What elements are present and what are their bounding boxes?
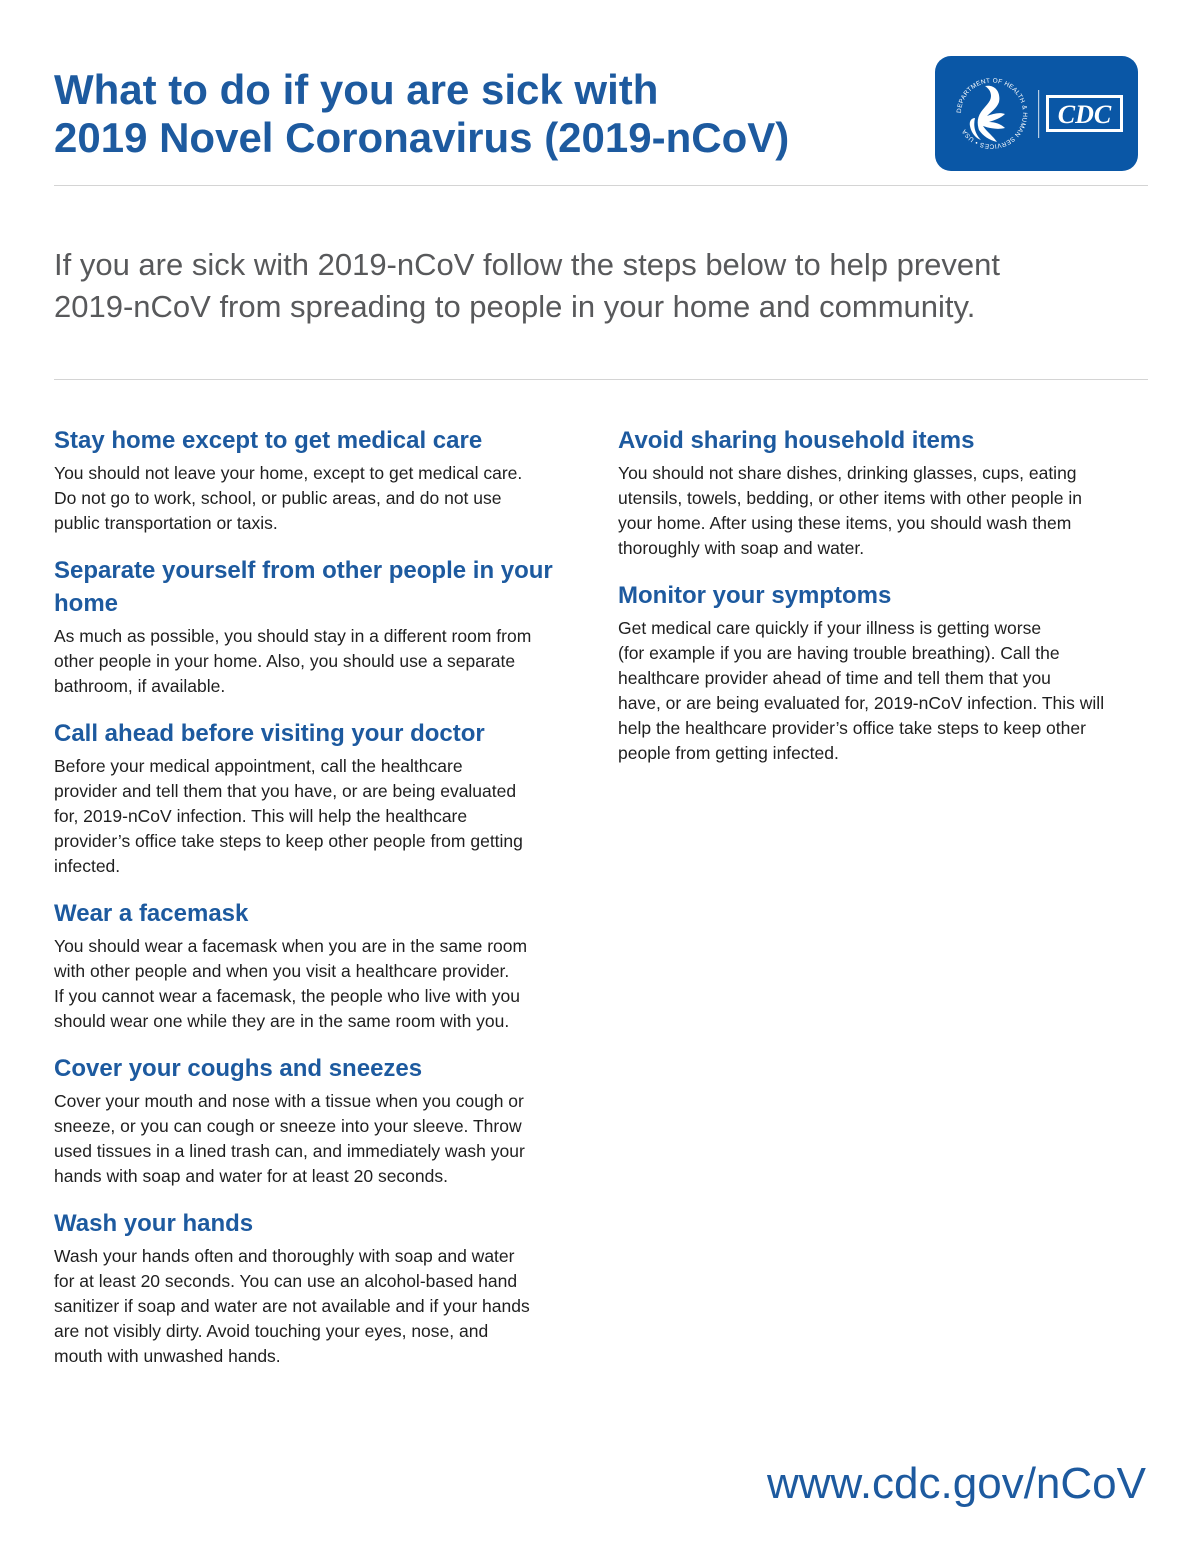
section [54, 424, 582, 536]
section-body-line: mouth with unwashed hands. [54, 1346, 281, 1366]
section-heading [54, 1052, 582, 1085]
section-body [54, 624, 582, 699]
section-heading-line: Avoid sharing household items [618, 427, 975, 454]
right-column [618, 424, 1148, 784]
section-heading [618, 579, 1148, 612]
footer-url[interactable]: www.cdc.gov/nCoV [766, 1459, 1146, 1508]
intro-line-2: 2019-nCoV from spreading to people in your home and community. [54, 289, 976, 324]
section-body [618, 461, 1148, 561]
section-body [54, 1089, 582, 1189]
section-body-line: (for example if you are having trouble breathing). Call the [618, 643, 1060, 663]
cdc-wordmark: CDC [1057, 100, 1112, 129]
section-heading-line: Wear a facemask [54, 900, 249, 927]
section-body-line: with other people and when you visit a healthcare provider. [54, 961, 510, 981]
section-body-line: As much as possible, you should stay in a different room from [54, 626, 532, 646]
section-heading-line: Monitor your symptoms [618, 582, 892, 609]
section-heading [54, 897, 582, 930]
section-heading-line: Cover your coughs and sneezes [54, 1055, 423, 1082]
section [54, 897, 582, 1034]
section-body-line: thoroughly with soap and water. [618, 538, 865, 558]
hhs-eagle-icon [935, 56, 1138, 171]
section-heading-line: Separate yourself from other people in your [54, 557, 553, 584]
section-body-line: for, 2019-nCoV infection. This will help the healthcare [54, 806, 468, 826]
page-title [54, 66, 894, 162]
title-line-1: What to do if you are sick with [54, 66, 659, 113]
section-body-line: other people in your home. Also, you should use a separate [54, 651, 516, 671]
section-body-line: If you cannot wear a facemask, the people who live with you [54, 986, 520, 1006]
section-body-line: provider’s office take steps to keep other people from getting [54, 831, 523, 851]
section-body-line: healthcare provider ahead of time and tell them that you [618, 668, 1051, 688]
section-heading-line: Stay home except to get medical care [54, 427, 483, 454]
section [618, 579, 1148, 766]
section-body [618, 616, 1148, 766]
section-body-line: You should not share dishes, drinking glasses, cups, eating [618, 463, 1077, 483]
section-body-line: Get medical care quickly if your illness is getting worse [618, 618, 1042, 638]
intro-paragraph [54, 244, 1114, 328]
section-heading [54, 554, 582, 620]
cdc-hhs-logo [935, 56, 1138, 171]
section-body-line: hands with soap and water for at least 20 seconds. [54, 1166, 448, 1186]
section-heading [54, 1207, 582, 1240]
section-body-line: Cover your mouth and nose with a tissue when you cough or [54, 1091, 524, 1111]
section-body-line: You should wear a facemask when you are in the same room [54, 936, 528, 956]
section-body [54, 461, 582, 536]
intro-line-1: If you are sick with 2019-nCoV follow the steps below to help prevent [54, 247, 1001, 282]
section-body-line: people from getting infected. [618, 743, 839, 763]
section-body-line: public transportation or taxis. [54, 513, 278, 533]
section-body [54, 1244, 582, 1369]
section [618, 424, 1148, 561]
section-body-line: are not visibly dirty. Avoid touching your eyes, nose, and [54, 1321, 489, 1341]
section-body-line: You should not leave your home, except to get medical care. [54, 463, 523, 483]
section-body-line: your home. After using these items, you should wash them [618, 513, 1072, 533]
section-body-line: sneeze, or you can cough or sneeze into your sleeve. Throw [54, 1116, 522, 1136]
section-body-line: provider and tell them that you have, or are being evaluated [54, 781, 517, 801]
section [54, 554, 582, 699]
intro-divider [54, 379, 1148, 380]
section-body-line: have, or are being evaluated for, 2019-nCoV infection. This will [618, 693, 1105, 713]
section [54, 717, 582, 879]
section-heading [618, 424, 1148, 457]
section [54, 1052, 582, 1189]
section-heading [54, 717, 582, 750]
section-body-line: utensils, towels, bedding, or other items with other people in [618, 488, 1083, 508]
section-heading-line: home [54, 590, 119, 617]
section-body [54, 754, 582, 879]
section-heading [54, 424, 582, 457]
title-line-2: 2019 Novel Coronavirus (2019-nCoV) [54, 114, 790, 161]
header-divider [54, 185, 1148, 186]
section-heading-line: Wash your hands [54, 1210, 254, 1237]
section-body-line: sanitizer if soap and water are not available and if your hands [54, 1296, 530, 1316]
section-body-line: should wear one while they are in the same room with you. [54, 1011, 510, 1031]
section-body-line: bathroom, if available. [54, 676, 226, 696]
section-body [54, 934, 582, 1034]
section-heading-line: Call ahead before visiting your doctor [54, 720, 485, 747]
section [54, 1207, 582, 1369]
section-body-line: Do not go to work, school, or public areas, and do not use [54, 488, 502, 508]
left-column [54, 424, 582, 1387]
section-body-line: Before your medical appointment, call the healthcare [54, 756, 463, 776]
section-body-line: help the healthcare provider’s office take steps to keep other [618, 718, 1086, 738]
section-body-line: used tissues in a lined trash can, and immediately wash your [54, 1141, 525, 1161]
section-body-line: Wash your hands often and thoroughly with soap and water [54, 1246, 515, 1266]
section-body-line: infected. [54, 856, 121, 876]
hhs-seal-text: DEPARTMENT OF HEALTH & HUMAN SERVICES • USA [955, 77, 1029, 150]
section-body-line: for at least 20 seconds. You can use an alcohol-based hand [54, 1271, 518, 1291]
